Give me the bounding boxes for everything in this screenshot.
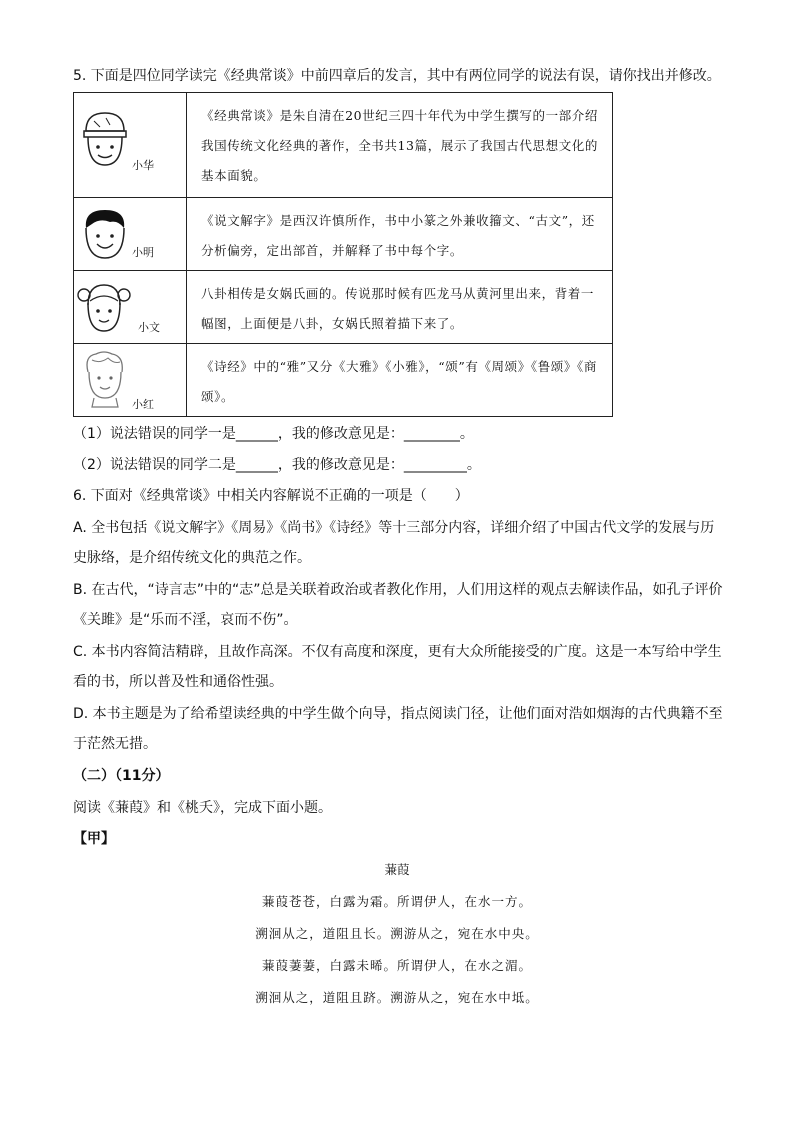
table-row (74, 271, 613, 344)
speaker-name: 小文 (138, 321, 160, 334)
table-row (74, 344, 613, 417)
poem-title: 蒹葭 (384, 862, 410, 877)
q5-subquestion-2: （2）说法错误的同学二是______，我的修改意见是：_________。 (73, 457, 481, 473)
section-heading: （二）（11分） (73, 768, 170, 784)
speaker-table (73, 92, 613, 417)
q6-stem: 6. 下面对《经典常谈》中相关内容解说不正确的一项是（ ） (73, 488, 469, 504)
boy-black-hair-face-icon (80, 206, 130, 262)
speaker-statement: 《诗经》中的“雅”又分《大雅》《小雅》，“颂”有《周颂》《鲁颂》《商颂》。 (187, 344, 613, 417)
speaker-statement: 八卦相传是女娲氏画的。传说那时候有匹龙马从黄河里出来，背着一幅图，上面便是八卦，女娲氏照着描下来了。 (187, 271, 613, 344)
q6-option-b: B. 在古代，“诗言志”中的“志”总是关联着政治或者教化作用，人们用这样的观点去解读作品，如孔子评价《关雎》是“乐而不淫，哀而不伤”。 (73, 582, 723, 628)
q6-option-d: D. 本书主题是为了给希望读经典的中学生做个向导，指点阅读门径，让他们面对浩如烟海的古代典籍不至于茫然无措。 (73, 706, 723, 752)
speaker-statement: 《经典常谈》是朱自清在20世纪三四十年代为中学生撰写的一部介绍我国传统文化经典的著作，全书共13篇，展示了我国古代思想文化的基本面貌。 (187, 93, 613, 198)
avatar-cell (74, 198, 187, 271)
speaker-name: 小红 (132, 398, 154, 411)
speaker-statement: 《说文解字》是西汉许慎所作，书中小篆之外兼收籀文、“古文”，还分析偏旁，定出部首，并解释了书中每个字。 (187, 198, 613, 271)
poem-line: 溯洄从之，道阻且跻。溯游从之，宛在水中坻。 (255, 990, 539, 1005)
avatar-cell (74, 271, 187, 344)
table-row (74, 93, 613, 198)
reading-instruction: 阅读《蒹葭》和《桃夭》，完成下面小题。 (73, 800, 332, 816)
speaker-name: 小华 (132, 159, 154, 172)
q5-stem: 5. 下面是四位同学读完《经典常谈》中前四章后的发言，其中有两位同学的说法有误，请你找出并修改。 (73, 68, 721, 84)
q5-subquestion-1: （1）说法错误的同学一是______，我的修改意见是：________。 (73, 426, 474, 442)
poem-line: 蒹葭萋萋，白露未晞。所谓伊人，在水之湄。 (261, 958, 532, 973)
girl-pigtails-face-icon (76, 279, 132, 335)
poem-line: 蒹葭苍苍，白露为霜。所谓伊人，在水一方。 (261, 894, 532, 909)
q6-option-a: A. 全书包括《说文解字》《周易》《尚书》《诗经》等十三部分内容，详细介绍了中国古代文学的发展与历史脉络，是介绍传统文化的典范之作。 (73, 520, 715, 566)
q6-option-c: C. 本书内容简洁精辟，且故作高深。不仅有高度和深度，更有大众所能接受的广度。这是一本写给中学生看的书，所以普及性和通俗性强。 (73, 644, 722, 690)
boy-cap-face-icon (80, 107, 130, 173)
avatar-cell (74, 344, 187, 417)
speaker-name: 小明 (132, 246, 154, 259)
avatar-cell (74, 93, 187, 198)
girl-curly-hair-face-icon (80, 350, 130, 408)
table-row (74, 198, 613, 271)
passage-label-jia: 【甲】 (73, 831, 115, 847)
poem-line: 溯洄从之，道阻且长。溯游从之，宛在水中央。 (255, 926, 539, 941)
